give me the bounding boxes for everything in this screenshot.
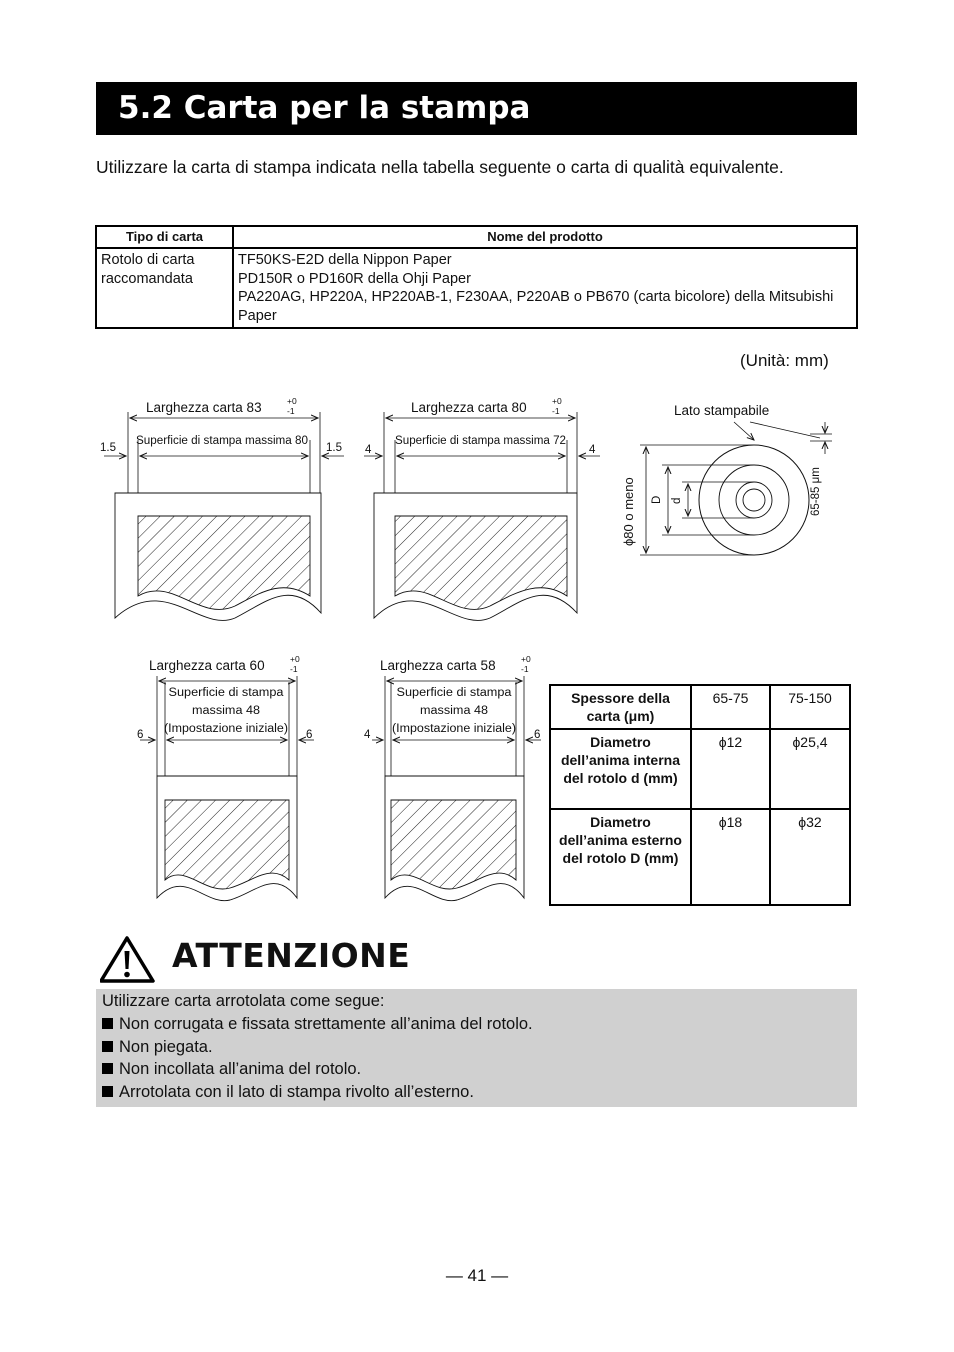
header-product-name: Nome del prodotto — [233, 226, 857, 248]
tolerance-minus: -1 — [552, 406, 560, 416]
tolerance-minus: -1 — [521, 664, 529, 674]
warning-list — [102, 1013, 533, 1103]
diagram-paper-83 — [100, 396, 344, 620]
page-number: — 41 — — [445, 1266, 509, 1285]
print-area-83: Superficie di stampa massima 80 — [136, 435, 308, 447]
cell-value: ϕ18 — [691, 809, 770, 905]
paper-table-header — [96, 226, 857, 248]
product-line: PD150R o PD160R della Ohji Paper — [238, 270, 471, 287]
product-line: PA220AG, HP220A, HP220AB-1, F230AA, P220AB o PB670 (carta bicolore) della Mitsubishi Paper — [238, 289, 834, 324]
margin-right-58: 6 — [534, 729, 541, 741]
cell-value: ϕ32 — [770, 809, 850, 905]
cell-value: ϕ25,4 — [770, 729, 850, 809]
margin-right-80: 4 — [589, 444, 596, 456]
roll-spec-table — [549, 684, 851, 906]
print-area-80: Superficie di stampa massima 72 — [395, 435, 566, 447]
warning-box — [96, 989, 857, 1107]
margin-right-83: 1.5 — [326, 442, 342, 454]
cell-thickness-label: Spessore della carta (μm) — [550, 685, 691, 729]
square-bullet-icon — [102, 1086, 113, 1097]
warning-title: ATTENZIONE — [172, 936, 411, 975]
small-d-label: d — [671, 497, 683, 504]
printable-side-label: Lato stampabile — [674, 403, 770, 418]
width-label-58: Larghezza carta 58 — [380, 658, 496, 673]
print-area-60-line1: Superficie di stampa — [168, 687, 285, 699]
intro-paragraph: Utilizzare la carta di stampa indicata nella tabella seguente o carta di qualità equivalente. — [96, 157, 784, 177]
table-row — [96, 248, 857, 328]
print-area-58-line1: Superficie di stampa — [396, 687, 513, 699]
section-title-bar — [96, 82, 857, 135]
cell-value: ϕ12 — [691, 729, 770, 809]
paper-table — [95, 225, 858, 329]
warning-triangle-icon — [100, 935, 160, 983]
list-item: Non corrugata e fissata strettamente all’anima del rotolo. — [102, 1013, 533, 1036]
product-line: TF50KS-E2D della Nippon Paper — [238, 252, 452, 268]
table-row — [550, 729, 850, 809]
margin-left-58: 4 — [364, 729, 371, 741]
table-row — [550, 809, 850, 905]
width-label-80: Larghezza carta 80 — [411, 400, 527, 415]
list-item: Non piegata. — [102, 1036, 533, 1059]
print-area-58-line3: (Impostazione iniziale) — [392, 723, 517, 735]
diagram-paper-60 — [137, 654, 314, 901]
big-d-label: D — [651, 495, 663, 504]
margin-left-80: 4 — [365, 444, 372, 456]
width-label-83: Larghezza carta 83 — [146, 400, 262, 415]
list-item: Non incollata all’anima del rotolo. — [102, 1058, 533, 1081]
cell-outer-core-label: Diametro dell’anima esterno del rotolo D (mm) — [550, 809, 691, 905]
diagram-paper-80 — [364, 396, 600, 620]
cell-inner-core-label: Diametro dell’anima interna del rotolo d (mm) — [550, 729, 691, 809]
tolerance-plus: +0 — [290, 654, 300, 664]
cell-paper-type: Rotolo di carta raccomandata — [96, 248, 233, 328]
unit-label: (Unità: mm) — [740, 351, 829, 370]
margin-left-83: 1.5 — [100, 442, 116, 454]
cell-value: 65-75 — [691, 685, 770, 729]
margin-right-60: 6 — [306, 729, 313, 741]
tolerance-plus: +0 — [552, 396, 562, 406]
table-row — [550, 685, 850, 729]
outer-diameter-label: ϕ80 o meno — [621, 477, 636, 546]
diagram-paper-58 — [364, 654, 541, 901]
print-area-60-line3: (Impostazione iniziale) — [164, 723, 289, 735]
header-paper-type: Tipo di carta — [96, 226, 233, 248]
tolerance-plus: +0 — [521, 654, 531, 664]
square-bullet-icon — [102, 1018, 113, 1029]
thickness-label: 65-85 μm — [810, 467, 822, 516]
margin-left-60: 6 — [137, 729, 144, 741]
tolerance-plus: +0 — [287, 396, 297, 406]
cell-value: 75-150 — [770, 685, 850, 729]
list-item: Arrotolata con il lato di stampa rivolto all’esterno. — [102, 1081, 533, 1104]
tolerance-minus: -1 — [290, 664, 298, 674]
diagram-paper-roll — [621, 403, 832, 555]
print-area-60-line2: massima 48 — [192, 705, 260, 717]
tolerance-minus: -1 — [287, 406, 295, 416]
width-label-60: Larghezza carta 60 — [149, 658, 265, 673]
warning-intro: Utilizzare carta arrotolata come segue: — [102, 992, 385, 1010]
square-bullet-icon — [102, 1041, 113, 1052]
square-bullet-icon — [102, 1063, 113, 1074]
cell-products — [233, 248, 857, 328]
section-title: 5.2 Carta per la stampa — [118, 90, 531, 126]
print-area-58-line2: massima 48 — [420, 705, 488, 717]
